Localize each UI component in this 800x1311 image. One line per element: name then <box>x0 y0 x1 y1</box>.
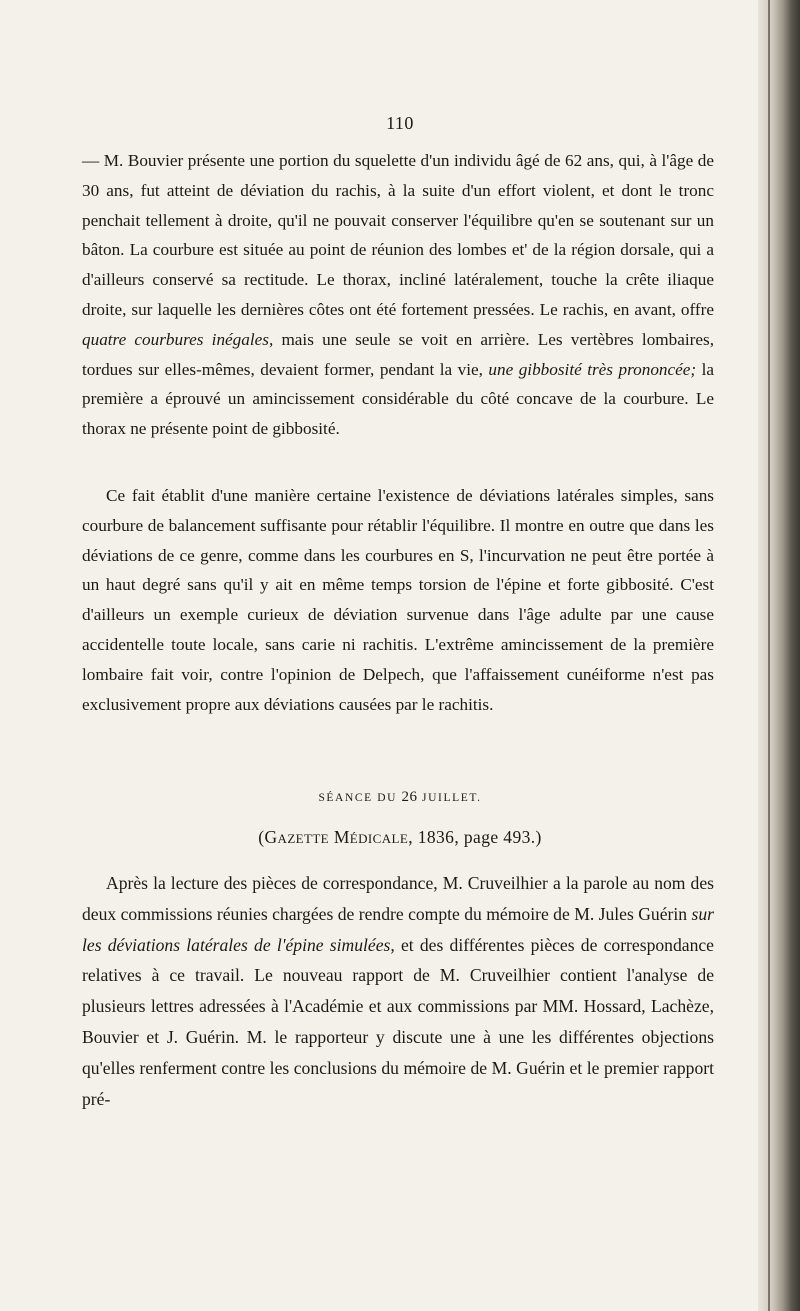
paragraph-1-emphasis-2: une gibbosité très prononcée; <box>488 359 697 379</box>
binding-edge <box>768 0 770 1311</box>
page-binding-shadow <box>758 0 800 1311</box>
paragraph-1-lead: — M. Bouvier présente une portion du squelette d'un individu âgé de 62 ans, qui, à l'âge de 30 ans, fut atteint de déviation du rachis, à la suite d'un effort violent, et dont le tronc penchait tellement à droite, qu'il ne pouvait conserver l'équilibre qu'en se soutenant sur un bâton. La courbure est située au point de réunion des lombes et' de la région dorsale, qui a d'ailleurs conservé sa rectitude. Le thorax, incliné latéralement, touche la crête iliaque droite, sur laquelle les dernières côtes ont été fortement pressées. Le rachis, en avant, offre <box>82 151 714 319</box>
page-number: 110 <box>386 113 414 133</box>
paragraph-3-emphasis: sur les déviations latérales de l'épine simulées, <box>82 903 714 955</box>
session-day: 26 <box>401 789 418 805</box>
citation-edicale: ÉDICALE <box>349 831 409 846</box>
paragraph-1-emphasis-1: quatre courbures inégales, <box>82 329 274 349</box>
session-prefix: SÉANCE DU <box>318 792 398 804</box>
paragraph-1-mid: mais une seule se voit en arrière. Les vertèbres lombaires, tordues sur elles-mêmes, devaient former, pendant la vie, <box>82 329 714 379</box>
session-heading <box>0 789 800 806</box>
paragraph-bouvier-skeleton <box>82 146 714 444</box>
citation-open: ( <box>258 827 265 847</box>
citation-azette: AZETTE <box>277 831 330 846</box>
paragraph-3-text <box>82 868 714 1114</box>
paragraph-3-tail: et des différentes pièces de correspondance relatives à ce travail. Le nouveau rapport de M. Cruveilhier contient l'analyse de plusieurs lettres adressées à l'Académie et aux commissions par MM. Hossard, Lachèze, Bouvier et J. Guérin. M. le rapporteur y discute une à une les différentes objections qu'elles renferment contre les conclusions du mémoire de M. Guérin et le premier rapport pré- <box>82 934 714 1109</box>
paragraph-1-text <box>82 146 714 444</box>
session-month: JUILLET. <box>422 792 482 804</box>
citation-rest: , 1836, page 493.) <box>408 827 542 847</box>
citation-g: G <box>264 827 278 847</box>
citation-m: M <box>333 827 350 847</box>
paragraph-cruveilhier-report <box>82 868 714 1114</box>
paragraph-2-text: Ce fait établit d'une manière certaine l'existence de déviations latérales simples, sans courbure de balancement suffisante pour rétablir l'équilibre. Il montre en outre que dans les déviations de ce genre, comme dans les courbures en S, l'incurvation ne peut être portée à un haut degré sans qu'il y ait en même temps torsion de l'épine et forte gibbosité. C'est d'ailleurs un exemple curieux de déviation survenue dans l'âge adulte par une cause accidentelle toute locale, sans carie ni rachitis. L'extrême amincissement de la première lombaire fait voir, contre l'opinion de Delpech, que l'affaissement cunéiforme n'est pas exclusivement propre aux déviations causées par le rachitis. <box>82 486 714 714</box>
paragraph-conclusion <box>82 481 714 719</box>
paragraph-1-tail: la première a éprouvé un amincissement considérable du côté concave de la courbure. Le thorax ne présente point de gibbosité. <box>82 359 715 439</box>
paragraph-3-lead: Après la lecture des pièces de correspondance, M. Cruveilhier a la parole au nom des deux commissions réunies chargées de rendre compte du mémoire de M. Jules Guérin <box>82 873 714 924</box>
source-citation <box>0 827 800 848</box>
